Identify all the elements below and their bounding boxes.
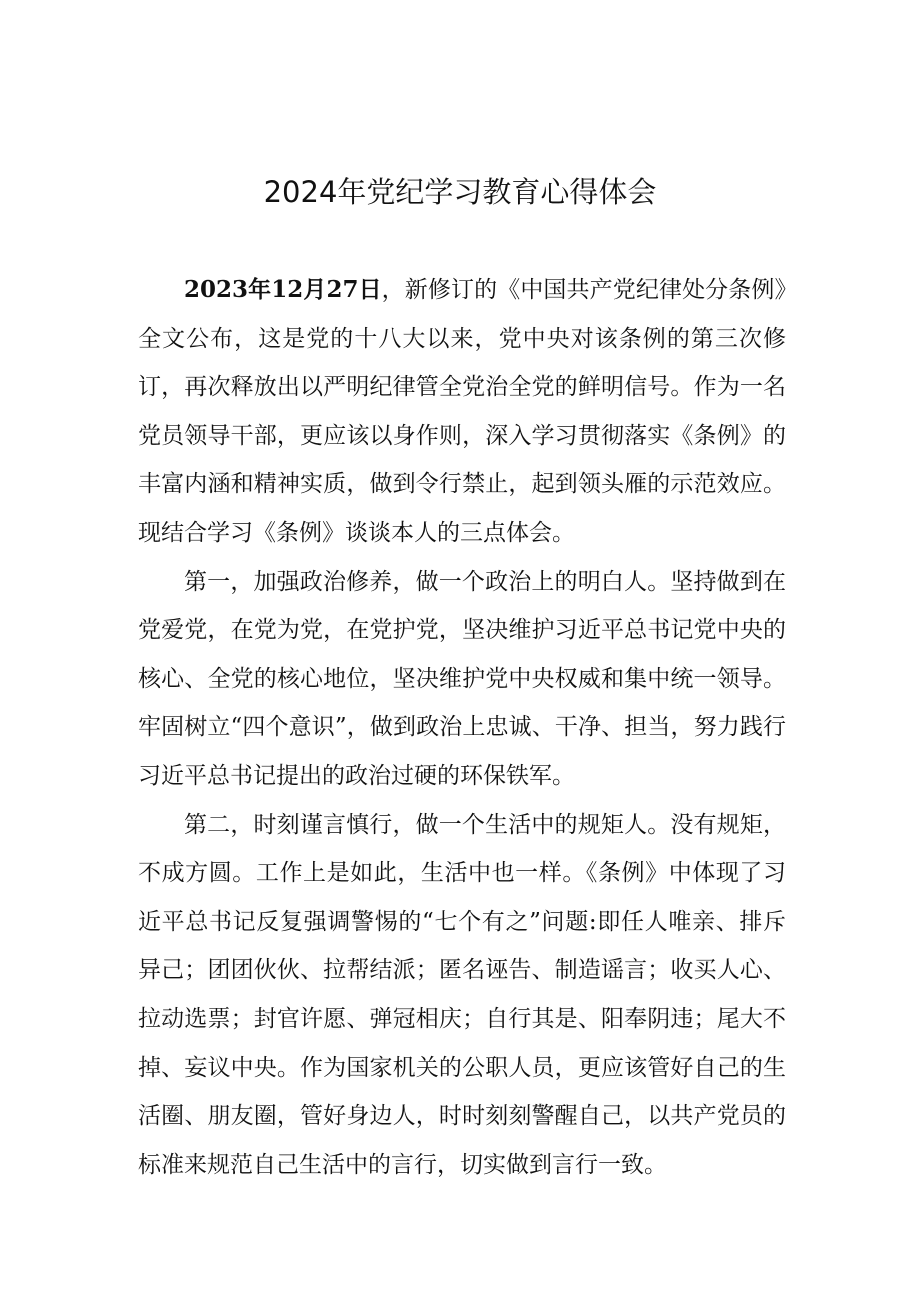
paragraph-3-text: 第二，时刻谨言慎行，做一个生活中的规矩人。没有规矩，不成方圆。工作上是如此，生活中也一样。《条例》中体现了习近平总书记反复强调警惕的“七个有之”问题:即任人唯亲、排斥异己；团团伙伙、拉帮结派；匿名诬告、制造谣言；收买人心、拉动选票；封官许愿、弹冠相庆；自行其是、阳奉阴违；尾大不掉、妄议中央。作为国家机关的公职人员，更应该管好自己的生活圈、朋友圈，管好身边人，时时刻刻警醒自己，以共产党员的标准来规范自己生活中的言行，切实做到言行一致。 bbox=[138, 811, 786, 1178]
paragraph-1-date: 2023年12月27日 bbox=[184, 276, 382, 303]
document-body bbox=[138, 266, 786, 1189]
paragraph-3 bbox=[138, 801, 786, 1190]
paragraph-1-text: ，新修订的《中国共产党纪律处分条例》全文公布，这是党的十八大以来，党中央对该条例的第三次修订，再次释放出以严明纪律管全党治全党的鲜明信号。作为一名党员领导干部，更应该以身作则，深入学习贯彻落实《条例》的丰富内涵和精神实质，做到令行禁止，起到领头雁的示范效应。现结合学习《条例》谈谈本人的三点体会。 bbox=[138, 277, 786, 546]
document-title: 2024年党纪学习教育心得体会 bbox=[263, 175, 657, 209]
paragraph-2-text: 第一，加强政治修养，做一个政治上的明白人。坚持做到在党爱党，在党为党，在党护党，坚决维护习近平总书记党中央的核心、全党的核心地位，坚决维护党中央权威和集中统一领导。牢固树立“四个意识”，做到政治上忠诚、干净、担当，努力践行习近平总书记提出的政治过硬的环保铁军。 bbox=[138, 568, 786, 789]
paragraph-2 bbox=[138, 558, 786, 801]
paragraph-1 bbox=[138, 266, 786, 558]
